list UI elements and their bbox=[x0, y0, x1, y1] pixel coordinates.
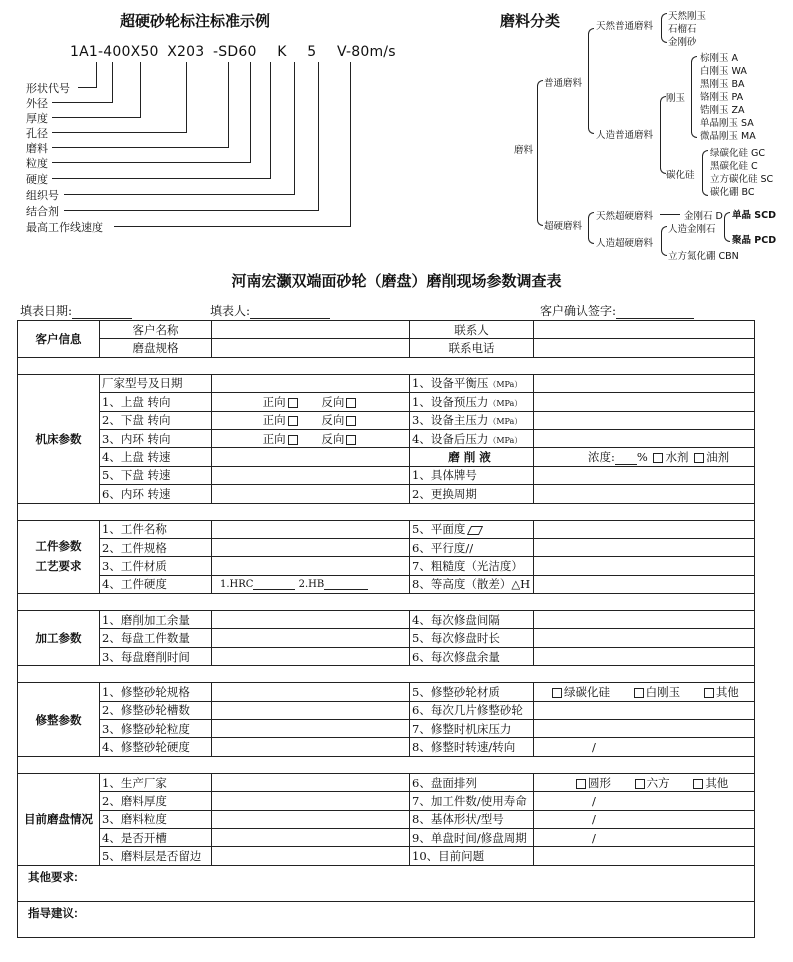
code-shape-size: 1A1-400X50 bbox=[70, 44, 159, 60]
contact-label: 联系人 bbox=[410, 321, 534, 339]
dressing-label: 4、修整砂轮硬度 bbox=[100, 738, 212, 756]
workpiece-right-label: 6、平行度// bbox=[410, 538, 534, 556]
machine-value[interactable] bbox=[212, 466, 410, 484]
flatness-label: 5、平面度 bbox=[410, 520, 534, 538]
disc-spec-label: 磨盘规格 bbox=[100, 339, 212, 357]
dressing-right-value[interactable]: / bbox=[534, 738, 755, 756]
processing-value[interactable] bbox=[212, 647, 410, 665]
machine-label: 6、内环 转速 bbox=[100, 485, 212, 503]
cls-single-crystal: 单晶 SCD bbox=[732, 210, 777, 221]
cls-natural-super: 天然超硬磨料 bbox=[596, 211, 654, 222]
machine-right-label: 2、更换周期 bbox=[410, 485, 534, 503]
machine-right-value[interactable] bbox=[534, 485, 755, 503]
other-requirements[interactable]: 其他要求: bbox=[18, 865, 755, 901]
cls-artificial-super: 人造超硬磨料 bbox=[596, 238, 654, 249]
processing-right-label: 5、每次修盘时长 bbox=[410, 629, 534, 647]
customer-sign-field[interactable] bbox=[540, 302, 694, 319]
cls-item: 棕刚玉 A bbox=[700, 53, 739, 64]
checkbox[interactable] bbox=[635, 779, 645, 789]
workpiece-right-label: 7、粗糙度（光洁度） bbox=[410, 557, 534, 575]
machine-value[interactable] bbox=[212, 448, 410, 466]
dressing-value[interactable] bbox=[212, 683, 410, 701]
workpiece-right-value[interactable] bbox=[534, 520, 755, 538]
cls-root: 磨料 bbox=[514, 145, 534, 156]
checkbox[interactable] bbox=[346, 398, 356, 408]
label-abrasive: 磨料 bbox=[26, 142, 48, 155]
code-speed: V-80m/s bbox=[337, 44, 396, 60]
cls-item: 金刚砂 bbox=[668, 37, 697, 48]
spacer-row bbox=[18, 357, 755, 374]
cls-item: 微晶刚玉 MA bbox=[700, 131, 756, 142]
checkbox[interactable] bbox=[693, 779, 703, 789]
machine-label: 5、下盘 转速 bbox=[100, 466, 212, 484]
disc-spec-value[interactable] bbox=[212, 339, 410, 357]
dressing-right-label: 8、修整时转速/转向 bbox=[410, 738, 534, 756]
processing-label: 2、每盘工件数量 bbox=[100, 629, 212, 647]
checkbox[interactable] bbox=[346, 435, 356, 445]
label-shape: 形状代号 bbox=[26, 82, 70, 95]
machine-right-label: 3、设备主压力（MPa） bbox=[410, 411, 534, 429]
processing-label: 1、磨削加工余量 bbox=[100, 611, 212, 629]
machine-right-value[interactable] bbox=[534, 411, 755, 429]
cat-machine: 机床参数 bbox=[18, 374, 100, 503]
machine-right-label: 1、具体牌号 bbox=[410, 466, 534, 484]
filler-label: 填表人: bbox=[210, 304, 251, 318]
workpiece-label: 1、工件名称 bbox=[100, 520, 212, 538]
current-right-label: 7、加工件数/使用寿命 bbox=[410, 792, 534, 810]
cls-item: 单晶刚玉 SA bbox=[700, 118, 754, 129]
dressing-right-value[interactable] bbox=[534, 720, 755, 738]
customer-name-label: 客户名称 bbox=[100, 321, 212, 339]
customer-name-value[interactable] bbox=[212, 321, 410, 339]
checkbox[interactable] bbox=[288, 435, 298, 445]
cls-item: 绿碳化硅 GC bbox=[710, 148, 766, 159]
survey-title: 河南宏灏双端面砂轮（磨盘）磨削现场参数调查表 bbox=[231, 272, 562, 290]
checkbox[interactable] bbox=[694, 453, 704, 463]
current-value[interactable] bbox=[212, 847, 410, 865]
dressing-value[interactable] bbox=[212, 701, 410, 719]
checkbox[interactable] bbox=[552, 688, 562, 698]
machine-right-value[interactable] bbox=[534, 374, 755, 392]
dressing-value[interactable] bbox=[212, 738, 410, 756]
current-right-label: 6、盘面排列 bbox=[410, 773, 534, 791]
contact-value[interactable] bbox=[534, 321, 755, 339]
machine-label: 3、内环 转向 bbox=[100, 429, 212, 447]
cls-cbn: 立方氮化硼 CBN bbox=[668, 251, 739, 262]
label-bond: 结合剂 bbox=[26, 205, 59, 218]
cls-polycrystal: 聚晶 PCD bbox=[732, 235, 777, 246]
arrangement-options[interactable]: 圆形 六方 其他 bbox=[534, 773, 755, 791]
grinding-fluid-heading: 磨削液 bbox=[410, 448, 534, 466]
current-label: 2、磨料厚度 bbox=[100, 792, 212, 810]
machine-right-value[interactable] bbox=[534, 466, 755, 484]
label-grit: 粒度 bbox=[26, 157, 48, 170]
workpiece-right-value[interactable] bbox=[534, 575, 755, 593]
code-abrasive: -SD60 bbox=[213, 44, 257, 60]
workpiece-value[interactable] bbox=[212, 520, 410, 538]
workpiece-right-value[interactable] bbox=[534, 557, 755, 575]
cls-item: 天然刚玉 bbox=[668, 11, 707, 22]
cls-natural-ordinary: 天然普通磨料 bbox=[596, 21, 654, 32]
cls-item: 白刚玉 WA bbox=[700, 66, 747, 77]
machine-right-label: 4、设备后压力（MPa） bbox=[410, 429, 534, 447]
processing-right-value[interactable] bbox=[534, 611, 755, 629]
dressing-right-label: 5、修整砂轮材质 bbox=[410, 683, 534, 701]
label-hardness: 硬度 bbox=[26, 173, 48, 186]
processing-label: 3、每盘磨削时间 bbox=[100, 647, 212, 665]
current-right-label: 9、单盘时间/修盘周期 bbox=[410, 828, 534, 846]
spacer-row bbox=[18, 756, 755, 773]
machine-value[interactable] bbox=[212, 374, 410, 392]
direction-options[interactable]: 正向 反向 bbox=[212, 393, 410, 411]
dressing-label: 3、修整砂轮粒度 bbox=[100, 720, 212, 738]
label-structure: 组织号 bbox=[26, 189, 59, 202]
current-value[interactable] bbox=[212, 828, 410, 846]
cat-customer: 客户信息 bbox=[18, 321, 100, 358]
cls-artificial-ordinary: 人造普通磨料 bbox=[596, 130, 654, 141]
machine-right-label: 1、设备预压力（MPa） bbox=[410, 393, 534, 411]
cls-item: 黑刚玉 BA bbox=[700, 79, 745, 90]
current-right-value[interactable] bbox=[534, 847, 755, 865]
checkbox[interactable] bbox=[576, 779, 586, 789]
dressing-right-label: 6、每次几片修整砂轮 bbox=[410, 701, 534, 719]
current-value[interactable] bbox=[212, 773, 410, 791]
cls-carbide: 碳化硅 bbox=[666, 170, 695, 181]
fluid-options[interactable]: 浓度: % 水剂 油剂 bbox=[534, 448, 755, 466]
processing-right-value[interactable] bbox=[534, 647, 755, 665]
machine-right-label: 1、设备平衡压（MPa） bbox=[410, 374, 534, 392]
spacer-row bbox=[18, 594, 755, 611]
workpiece-value[interactable] bbox=[212, 538, 410, 556]
label-thickness: 厚度 bbox=[26, 112, 48, 125]
survey-table bbox=[17, 320, 755, 938]
marking-code bbox=[70, 44, 396, 60]
current-value[interactable] bbox=[212, 810, 410, 828]
dressing-right-label: 7、修整时机床压力 bbox=[410, 720, 534, 738]
machine-label: 1、上盘 转向 bbox=[100, 393, 212, 411]
checkbox[interactable] bbox=[346, 416, 356, 426]
cls-super: 超硬磨料 bbox=[544, 221, 583, 232]
cls-corundum: 刚玉 bbox=[666, 93, 686, 104]
cls-item: 锆刚玉 ZA bbox=[700, 105, 745, 116]
label-max-speed: 最高工作线速度 bbox=[26, 221, 103, 234]
phone-value[interactable] bbox=[534, 339, 755, 357]
current-label: 3、磨料粒度 bbox=[100, 810, 212, 828]
cls-artificial-diamond: 人造金刚石 bbox=[668, 224, 716, 235]
cls-item: 石榴石 bbox=[668, 24, 697, 35]
checkbox[interactable] bbox=[653, 453, 663, 463]
current-right-value[interactable]: / bbox=[534, 792, 755, 810]
dressing-right-value[interactable] bbox=[534, 701, 755, 719]
workpiece-label: 2、工件规格 bbox=[100, 538, 212, 556]
phone-label: 联系电话 bbox=[410, 339, 534, 357]
checkbox[interactable] bbox=[288, 398, 298, 408]
cls-ordinary: 普通磨料 bbox=[544, 78, 583, 89]
direction-options[interactable]: 正向 反向 bbox=[212, 411, 410, 429]
checkbox[interactable] bbox=[634, 688, 644, 698]
current-value[interactable] bbox=[212, 792, 410, 810]
cat-current: 目前磨盘情况 bbox=[18, 773, 100, 865]
checkbox[interactable] bbox=[704, 688, 714, 698]
current-right-label: 8、基体形状/型号 bbox=[410, 810, 534, 828]
workpiece-right-label: 8、等高度（散差）△H bbox=[410, 575, 534, 593]
machine-right-value[interactable] bbox=[534, 393, 755, 411]
cat-processing: 加工参数 bbox=[18, 611, 100, 666]
current-label: 4、是否开槽 bbox=[100, 828, 212, 846]
processing-value[interactable] bbox=[212, 611, 410, 629]
dressing-label: 1、修整砂轮规格 bbox=[100, 683, 212, 701]
direction-options[interactable]: 正向 反向 bbox=[212, 429, 410, 447]
code-hardness: K bbox=[277, 44, 287, 60]
processing-right-label: 6、每次修盘余量 bbox=[410, 647, 534, 665]
code-hole: X203 bbox=[167, 44, 205, 60]
marking-title: 超硬砂轮标注标准示例 bbox=[120, 12, 271, 30]
cls-item: 黑碳化硅 C bbox=[710, 161, 758, 172]
guidance-suggestions[interactable]: 指导建议: bbox=[18, 901, 755, 937]
current-right-label: 10、目前问题 bbox=[410, 847, 534, 865]
dressing-material-options[interactable]: 绿碳化硅 白刚玉 其他 bbox=[534, 683, 755, 701]
workpiece-right-value[interactable] bbox=[534, 538, 755, 556]
workpiece-value[interactable] bbox=[212, 557, 410, 575]
cls-diamond-d: 金刚石 D bbox=[684, 211, 723, 222]
workpiece-label: 3、工件材质 bbox=[100, 557, 212, 575]
machine-label: 厂家型号及日期 bbox=[100, 374, 212, 392]
machine-right-value[interactable] bbox=[534, 429, 755, 447]
current-right-value[interactable]: / bbox=[534, 810, 755, 828]
customer-sign-label: 客户确认签字: bbox=[540, 304, 617, 318]
classification-title: 磨料分类 bbox=[500, 12, 561, 30]
fill-date-field[interactable] bbox=[20, 302, 132, 319]
fill-date-label: 填表日期: bbox=[20, 304, 73, 318]
checkbox[interactable] bbox=[288, 416, 298, 426]
dressing-value[interactable] bbox=[212, 720, 410, 738]
processing-right-label: 4、每次修盘间隔 bbox=[410, 611, 534, 629]
current-label: 1、生产厂家 bbox=[100, 773, 212, 791]
machine-value[interactable] bbox=[212, 485, 410, 503]
spacer-row bbox=[18, 503, 755, 520]
workpiece-label: 4、工件硬度 bbox=[100, 575, 212, 593]
filler-field[interactable] bbox=[210, 302, 330, 319]
machine-label: 4、上盘 转速 bbox=[100, 448, 212, 466]
code-structure: 5 bbox=[307, 44, 317, 60]
cls-item: 铬刚玉 PA bbox=[700, 92, 744, 103]
cls-item: 碳化硼 BC bbox=[710, 187, 755, 198]
label-hole: 孔径 bbox=[26, 127, 48, 140]
cls-item: 立方碳化硅 SC bbox=[710, 174, 774, 185]
label-od: 外径 bbox=[26, 97, 48, 110]
current-right-value[interactable]: / bbox=[534, 828, 755, 846]
flatness-icon bbox=[467, 526, 483, 535]
hardness-fields[interactable]: 1.HRC 2.HB bbox=[212, 575, 410, 593]
processing-right-value[interactable] bbox=[534, 629, 755, 647]
cat-workpiece: 工件参数 工艺要求 bbox=[18, 520, 100, 594]
cat-dressing: 修整参数 bbox=[18, 683, 100, 757]
processing-value[interactable] bbox=[212, 629, 410, 647]
dressing-label: 2、修整砂轮槽数 bbox=[100, 701, 212, 719]
current-label: 5、磨料层是否留边 bbox=[100, 847, 212, 865]
machine-label: 2、下盘 转向 bbox=[100, 411, 212, 429]
spacer-row bbox=[18, 666, 755, 683]
